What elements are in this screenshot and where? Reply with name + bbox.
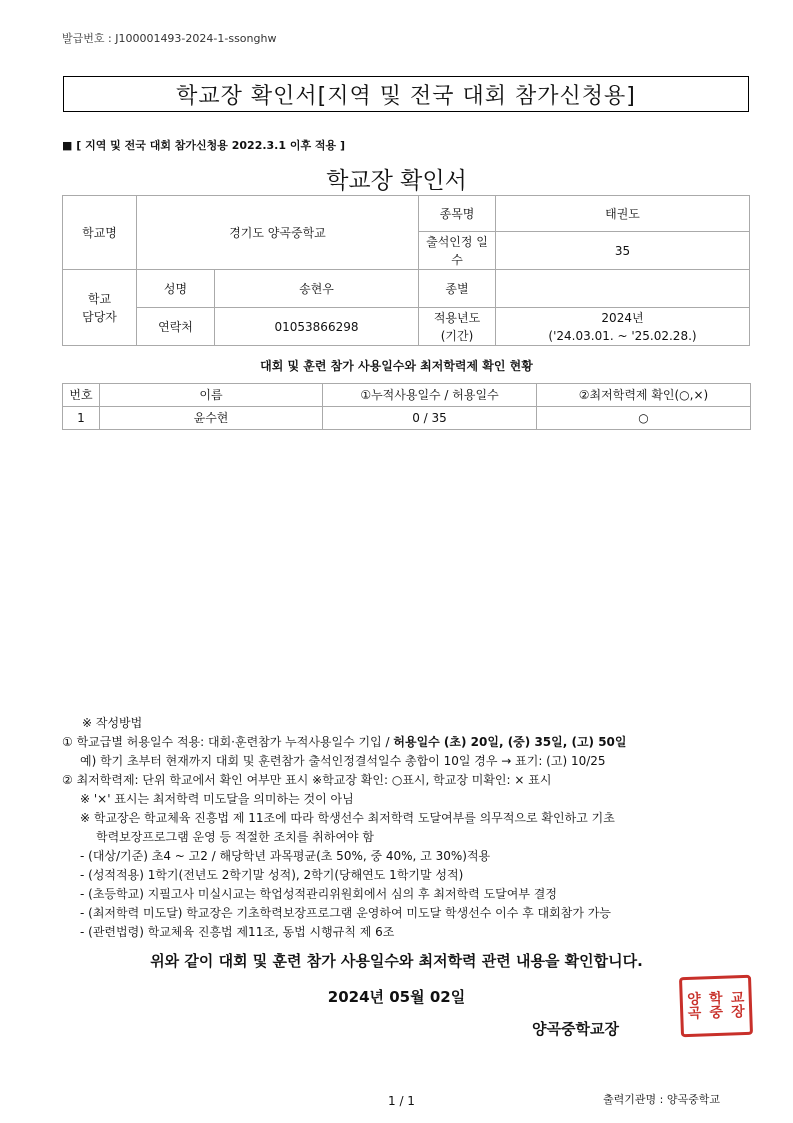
seal-char: 학: [708, 990, 723, 1008]
contact-value: 01053866298: [215, 308, 419, 346]
instruction-line-2: 예) 학기 초부터 현재까지 대회 및 훈련참가 출석인정결석일수 총합이 10일 경우 → 표기: (고) 10/25: [80, 754, 606, 768]
apply-year: 2024년: [601, 310, 644, 325]
school-name-label: 학교명: [63, 196, 137, 270]
category-value: [496, 270, 750, 308]
header-name: 이름: [100, 384, 323, 407]
issue-number: 발급번호 : J100001493-2024-1-ssonghw: [62, 32, 277, 45]
allowed-days-highlight: 허용일수 (초) 20일, (중) 35일, (고) 50일: [393, 735, 627, 749]
instruction-line-9: - (초등학교) 지필고사 미실시교는 학업성적관리위원회에서 심의 후 최저학력 도달여부 결정: [80, 887, 557, 901]
instruction-line-5: ※ 학교장은 학교체육 진흥법 제 11조에 따라 학생선수 최저학력 도달여부를 의무적으로 확인하고 기초: [80, 811, 615, 825]
row-name: 윤수현: [100, 407, 323, 430]
instruction-line-1: [62, 733, 752, 752]
writing-instructions: [62, 714, 752, 942]
manager-label: 학교 담당자: [63, 270, 137, 346]
school-info-table: [62, 195, 750, 346]
document-title: 학교장 확인서[지역 및 전국 대회 참가신청용]: [176, 83, 636, 109]
seal-char: 장: [730, 1004, 746, 1021]
contact-label: 연락처: [137, 308, 215, 346]
document-title-box: [63, 76, 749, 112]
event-value: 태권도: [496, 196, 750, 232]
instruction-line-10: - (최저학력 미도달) 학교장은 기초학력보장프로그램 운영하여 미도달 학생선수 이수 후 대회참가 가능: [80, 906, 611, 920]
instruction-line-11: - (관련법령) 학교체육 진흥법 제11조, 동법 시행규칙 제 6조: [80, 925, 395, 939]
page-number: 1 / 1: [388, 1094, 415, 1108]
seal-char: 양: [686, 991, 702, 1008]
official-seal-stamp: [679, 975, 753, 1037]
row-min-academic-check: ○: [537, 407, 751, 430]
issuing-institution: 출력기관명 : 양곡중학교: [603, 1093, 720, 1106]
status-title: 대회 및 훈련 참가 사용일수와 최저학력제 확인 현황: [260, 359, 533, 373]
seal-char: 교: [730, 990, 745, 1007]
attendance-days-label: 출석인정 일수: [419, 232, 496, 270]
instruction-line-8: - (성적적용) 1학기(전년도 2학기말 성적), 2학기(당해연도 1학기말 성적): [80, 868, 464, 882]
confirmation-title: 학교장 확인서: [326, 168, 467, 194]
instruction-line-3: ② 최저학력제: 단위 학교에서 확인 여부만 표시 ※학교장 확인: ○표시, 학교장 미확인: × 표시: [62, 773, 552, 787]
apply-period: ('24.03.01. ~ '25.02.28.): [548, 328, 697, 343]
instruction-line-6: 학력보장프로그램 운영 등 적절한 조치를 취하여야 함: [96, 830, 374, 844]
category-label: 종별: [419, 270, 496, 308]
name-value: 송현우: [215, 270, 419, 308]
seal-char: 곡: [687, 1005, 702, 1022]
header-used-days: ①누적사용일수 / 허용일수: [323, 384, 537, 407]
principal-name: 양곡중학교장: [532, 1020, 619, 1038]
header-number: 번호: [63, 384, 100, 407]
apply-year-value: [496, 308, 750, 346]
table-row: [63, 407, 751, 430]
status-table: [62, 383, 751, 430]
row-number: 1: [63, 407, 100, 430]
header-min-academic: ②최저학력제 확인(○,×): [537, 384, 751, 407]
attendance-days-value: 35: [496, 232, 750, 270]
instruction-line-7: - (대상/기준) 초4 ~ 고2 / 해당학년 과목평균(초 50%, 중 40%, 고 30%)적용: [80, 849, 491, 863]
event-label: 종목명: [419, 196, 496, 232]
issue-date: 2024년 05월 02일: [327, 988, 466, 1006]
apply-year-label: 적용년도 (기간): [419, 308, 496, 346]
instruction-line-1a: ① 학교급별 허용일수 적용: 대회·훈련참가 누적사용일수 기입 /: [62, 735, 394, 749]
instructions-heading: ※ 작성방법: [82, 716, 143, 730]
row-used-days: 0 / 35: [323, 407, 537, 430]
section-note: ■ [ 지역 및 전국 대회 참가신청용 2022.3.1 이후 적용 ]: [62, 139, 346, 152]
seal-char: 중: [709, 1004, 724, 1022]
instruction-line-4: ※ '×' 표시는 최저학력 미도달을 의미하는 것이 아님: [80, 792, 354, 806]
name-label: 성명: [137, 270, 215, 308]
confirmation-statement: 위와 같이 대회 및 훈련 참가 사용일수와 최저학력 관련 내용을 확인합니다.: [150, 952, 643, 970]
school-name-value: 경기도 양곡중학교: [137, 196, 419, 270]
